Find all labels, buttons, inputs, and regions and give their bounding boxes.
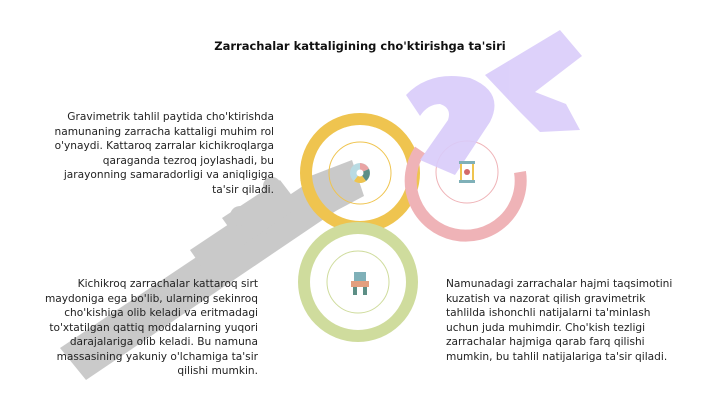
lab-person-icon [351,272,369,295]
filter-icon [459,161,475,183]
paragraph-bottom-right: Namunadagi zarrachalar hajmi taqsimotini kuzatish va nazorat qilish gravimetrik tahlilda ishonchli natijalarni ta'minlash uchun juda muhimdir. Cho'kish tezligi zarrachalar hajmiga qarab farq qilishi mumkin, bu tahlil natijalariga ta'sir qiladi. [446,278,673,363]
slide-title: Zarrachalar kattaligining cho'ktirishga ta'siri [214,39,506,53]
pie-chart-icon [350,163,370,183]
paragraph-top-left: Gravimetrik tahlil paytida cho'ktirishda namunaning zarracha kattaligi muhim rol o'ynaydi. Kattaroq zarralar kichikroqlarga qaraganda tezroq joylashadi, bu jarayonning samaradorligi va aniqligiga ta'sir qiladi. [54,111,274,196]
paragraph-bottom-left: Kichikroq zarrachalar kattaroq sirt maydoniga ega bo'lib, ularning sekinroq cho'kishiga olib keladi va eritmadagi to'xtatilgan qattiq moddalarning yuqori darajalariga olib keladi. Bu namuna massasining yakuniy o'lchamiga ta'sir qilishi mumkin. [44,278,258,377]
